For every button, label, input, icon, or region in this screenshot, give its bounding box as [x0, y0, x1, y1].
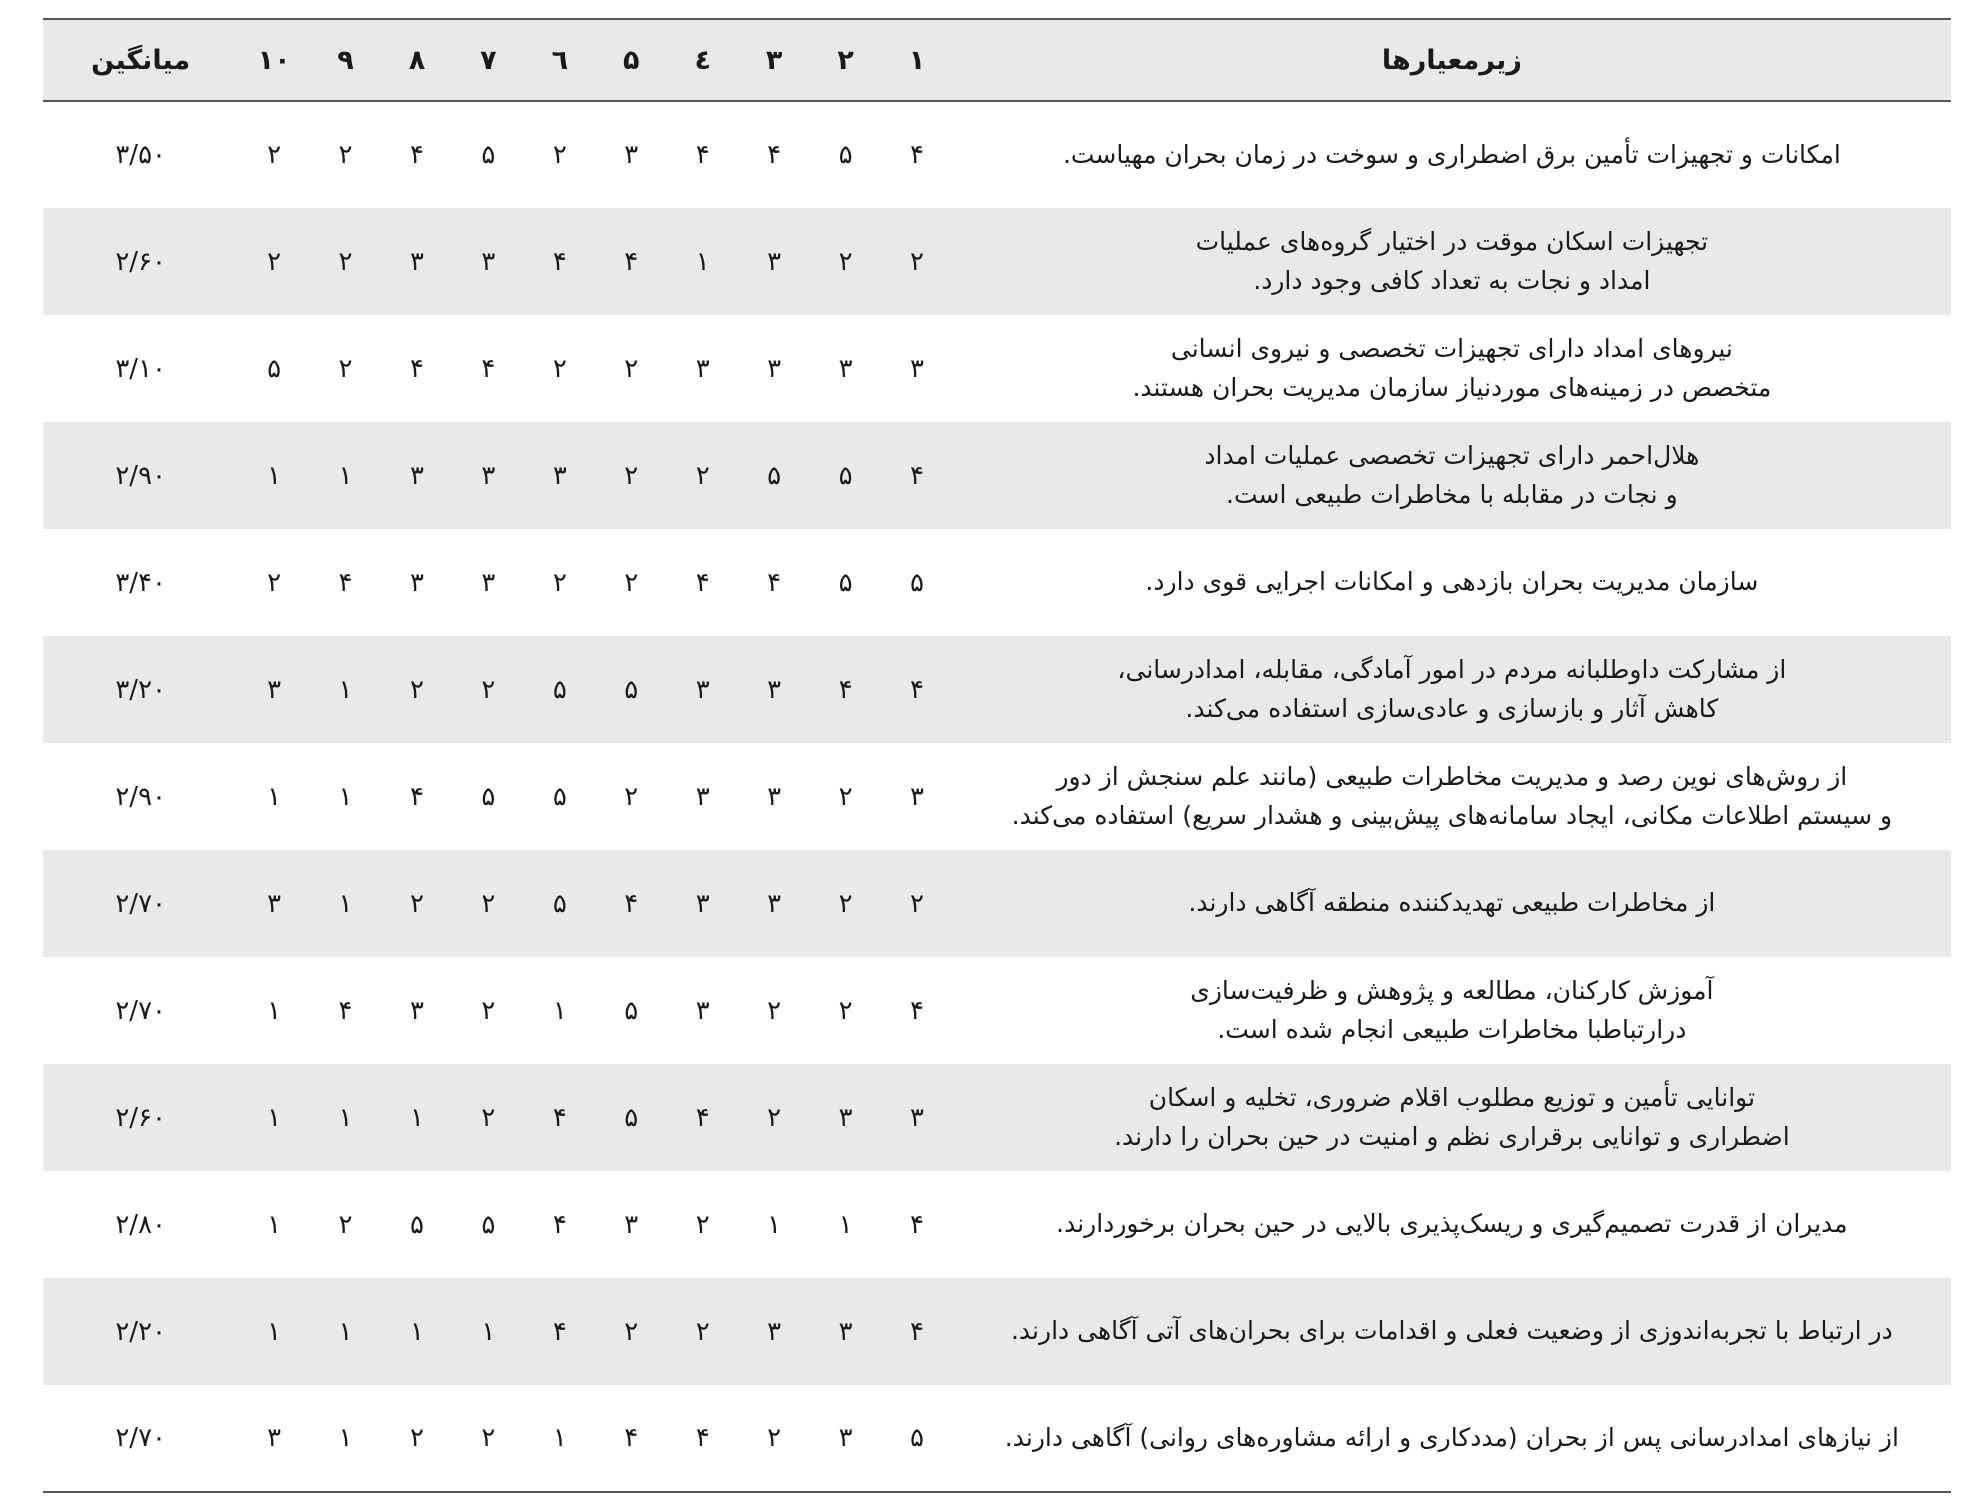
table-row [43, 529, 1951, 636]
score-cell-5: ۳ [624, 140, 639, 170]
score-cell-6: ۱ [552, 1423, 567, 1453]
score-cell-4: ۴ [695, 140, 710, 170]
criterion-cell [953, 957, 1951, 1064]
average-cell: ۲/۹۰ [115, 460, 166, 491]
criterion-cell [953, 208, 1951, 315]
score-cell-9: ۴ [338, 995, 353, 1026]
score-cell-5: ۵ [624, 1102, 639, 1133]
table-row [43, 1385, 1951, 1492]
score-cell-4: ۴ [695, 1423, 710, 1453]
criterion-text-line: از مشارکت داوطلبانه مردم در امور آمادگی، مقابله، امدادرسانی، [1117, 654, 1787, 684]
score-cell-2: ۳ [838, 353, 853, 384]
criterion-text-line: امکانات و تجهیزات تأمین برق اضطراری و سوخت در زمان بحران مهیاست. [1062, 139, 1841, 169]
average-cell: ۳/۱۰ [115, 353, 166, 384]
criterion-cell [953, 1171, 1951, 1278]
score-cell-7: ۳ [481, 567, 496, 598]
score-cell-5: ۳ [624, 1209, 639, 1240]
criterion-text-line: امداد و نجات به تعداد کافی وجود دارد. [1253, 265, 1651, 295]
score-cell-5: ۴ [624, 1423, 639, 1453]
header-average: میانگین [91, 44, 191, 76]
score-cell-2: ۴ [838, 674, 853, 705]
header-score-2: ۲ [837, 44, 854, 76]
average-cell: ۲/۷۰ [115, 995, 166, 1026]
header-score-8: ۸ [408, 44, 426, 76]
score-cell-10: ۲ [267, 140, 282, 170]
table-body [43, 101, 1951, 1492]
score-cell-9: ۲ [338, 1209, 353, 1240]
score-cell-10: ۲ [267, 567, 282, 598]
average-cell: ۲/۷۰ [115, 1423, 166, 1453]
score-cell-6: ۲ [552, 567, 567, 598]
score-cell-8: ۳ [409, 567, 424, 598]
criterion-cell [953, 1385, 1951, 1492]
average-cell: ۲/۹۰ [115, 781, 166, 812]
score-cell-8: ۱ [409, 1316, 424, 1347]
score-cell-6: ۵ [552, 888, 567, 919]
score-cell-4: ۱ [695, 246, 710, 277]
score-cell-3: ۳ [767, 781, 782, 812]
average-cell: ۲/۶۰ [115, 246, 166, 277]
score-cell-9: ۲ [338, 246, 353, 277]
score-cell-1: ۳ [910, 353, 924, 384]
score-cell-7: ۴ [481, 353, 496, 384]
score-cell-6: ۱ [552, 995, 567, 1026]
header-score-9: ۹ [337, 44, 354, 76]
criteria-table-container [43, 18, 1951, 1493]
header-score-1: ۱ [908, 44, 926, 76]
criterion-text-line: کاهش آثار و بازسازی و عادی‌سازی استفاده می‌کند. [1185, 693, 1719, 723]
score-cell-2: ۲ [838, 781, 853, 812]
score-cell-1: ۴ [910, 140, 924, 170]
score-cell-6: ۵ [552, 674, 567, 705]
score-cell-3: ۴ [767, 567, 782, 598]
criterion-cell [953, 422, 1951, 529]
criterion-text-line: توانایی تأمین و توزیع مطلوب اقلام ضروری، تخلیه و اسکان [1148, 1082, 1756, 1112]
score-cell-4: ۳ [695, 353, 710, 384]
score-cell-8: ۳ [409, 995, 424, 1026]
criterion-text-line: نیروهای امداد دارای تجهیزات تخصصی و نیروی انسانی [1170, 333, 1733, 363]
score-cell-4: ۲ [695, 1209, 710, 1240]
score-cell-3: ۵ [767, 460, 782, 491]
score-cell-7: ۲ [481, 995, 496, 1026]
score-cell-9: ۴ [338, 567, 353, 598]
score-cell-4: ۴ [695, 1102, 710, 1133]
table-row [43, 850, 1951, 957]
score-cell-7: ۳ [481, 246, 496, 277]
score-cell-3: ۴ [767, 140, 782, 170]
score-cell-5: ۲ [624, 460, 639, 491]
score-cell-5: ۵ [624, 995, 639, 1026]
score-cell-9: ۱ [338, 1102, 353, 1133]
score-cell-1: ۴ [910, 674, 924, 705]
score-cell-10: ۱ [267, 460, 282, 491]
header-score-5: ۵ [623, 44, 640, 76]
table-row [43, 101, 1951, 208]
score-cell-1: ۲ [910, 888, 924, 919]
score-cell-9: ۱ [338, 1316, 353, 1347]
score-cell-10: ۲ [267, 246, 282, 277]
score-cell-5: ۵ [624, 674, 639, 705]
criterion-text-line: آموزش کارکنان، مطالعه و پژوهش و ظرفیت‌سازی [1190, 975, 1714, 1005]
score-cell-8: ۱ [409, 1102, 424, 1133]
criteria-scores-table [43, 18, 1951, 1493]
score-cell-4: ۳ [695, 781, 710, 812]
score-cell-7: ۵ [481, 781, 496, 812]
score-cell-7: ۲ [481, 888, 496, 919]
score-cell-6: ۳ [552, 460, 567, 491]
criterion-text-line: تجهیزات اسکان موقت در اختیار گروه‌های عملیات [1195, 226, 1709, 256]
table-row [43, 208, 1951, 315]
score-cell-6: ۴ [552, 1102, 567, 1133]
criterion-cell [953, 315, 1951, 422]
score-cell-6: ۲ [552, 353, 567, 384]
score-cell-1: ۴ [910, 995, 924, 1026]
score-cell-3: ۱ [767, 1209, 782, 1240]
score-cell-5: ۲ [624, 567, 639, 598]
header-criteria: زیرمعیارها [1381, 44, 1522, 76]
score-cell-2: ۳ [838, 1423, 853, 1453]
score-cell-2: ۳ [838, 1316, 853, 1347]
score-cell-3: ۲ [767, 1102, 782, 1133]
score-cell-2: ۳ [838, 1102, 853, 1133]
header-row [43, 19, 1951, 101]
score-cell-5: ۴ [624, 888, 639, 919]
criterion-cell [953, 636, 1951, 743]
average-cell: ۲/۲۰ [115, 1316, 166, 1347]
score-cell-1: ۳ [910, 781, 924, 812]
score-cell-3: ۲ [767, 995, 782, 1026]
score-cell-1: ۳ [910, 1102, 924, 1133]
score-cell-10: ۳ [267, 1423, 282, 1453]
score-cell-5: ۲ [624, 353, 639, 384]
header-score-10: ۱۰ [257, 44, 291, 76]
table-row [43, 422, 1951, 529]
criterion-text-line: سازمان مدیریت بحران بازدهی و امکانات اجرایی قوی دارد. [1145, 567, 1759, 597]
average-cell: ۳/۵۰ [115, 140, 166, 170]
score-cell-3: ۳ [767, 674, 782, 705]
score-cell-4: ۳ [695, 674, 710, 705]
score-cell-9: ۱ [338, 460, 353, 491]
header-score-6: ٦ [551, 44, 569, 76]
score-cell-6: ۵ [552, 781, 567, 812]
score-cell-8: ۳ [409, 246, 424, 277]
score-cell-8: ۳ [409, 460, 424, 491]
score-cell-2: ۵ [838, 140, 853, 170]
score-cell-8: ۲ [409, 1423, 424, 1453]
average-cell: ۲/۸۰ [115, 1209, 166, 1240]
score-cell-4: ۳ [695, 888, 710, 919]
criterion-text-line: از نیازهای امدادرسانی پس از بحران (مددکاری و ارائه مشاوره‌های روانی) آگاهی دارند. [1004, 1422, 1899, 1452]
score-cell-8: ۲ [409, 674, 424, 705]
score-cell-8: ۴ [409, 140, 424, 170]
average-cell: ۳/۴۰ [115, 567, 166, 598]
score-cell-3: ۳ [767, 888, 782, 919]
score-cell-4: ۲ [695, 460, 710, 491]
score-cell-5: ۴ [624, 246, 639, 277]
score-cell-4: ۳ [695, 995, 710, 1026]
criterion-text-line: از روش‌های نوین رصد و مدیریت مخاطرات طبیعی (مانند علم سنجش از دور [1056, 761, 1848, 791]
criterion-text-line: متخصص در زمینه‌های موردنیاز سازمان مدیریت بحران هستند. [1132, 372, 1772, 402]
score-cell-6: ۴ [552, 246, 567, 277]
score-cell-9: ۲ [338, 140, 353, 170]
score-cell-10: ۳ [267, 888, 282, 919]
criterion-cell [953, 101, 1951, 208]
criterion-text-line: اضطراری و توانایی برقراری نظم و امنیت در حین بحران را دارند. [1114, 1121, 1790, 1151]
criterion-cell [953, 1064, 1951, 1171]
score-cell-7: ۵ [481, 1209, 496, 1240]
criterion-cell [953, 1278, 1951, 1385]
score-cell-2: ۵ [838, 567, 853, 598]
score-cell-3: ۳ [767, 1316, 782, 1347]
criterion-text-line: در ارتباط با تجربه‌اندوزی از وضعیت فعلی و اقدامات برای بحران‌های آتی آگاهی دارند. [1010, 1316, 1893, 1346]
score-cell-2: ۲ [838, 888, 853, 919]
table-row [43, 743, 1951, 850]
score-cell-9: ۱ [338, 888, 353, 919]
score-cell-5: ۲ [624, 781, 639, 812]
average-cell: ۳/۲۰ [115, 674, 166, 705]
score-cell-6: ۲ [552, 140, 567, 170]
score-cell-4: ۴ [695, 567, 710, 598]
score-cell-9: ۱ [338, 1423, 353, 1453]
criterion-text-line: و نجات در مقابله با مخاطرات طبیعی است. [1226, 479, 1678, 509]
score-cell-10: ۱ [267, 1316, 282, 1347]
criterion-text-line: مدیران از قدرت تصمیم‌گیری و ریسک‌پذیری بالایی در حین بحران برخوردارند. [1056, 1209, 1848, 1239]
score-cell-6: ۴ [552, 1209, 567, 1240]
score-cell-2: ۵ [838, 460, 853, 491]
table-row [43, 957, 1951, 1064]
score-cell-2: ۲ [838, 995, 853, 1026]
score-cell-10: ۵ [267, 353, 282, 384]
criterion-text-line: و سیستم اطلاعات مکانی، ایجاد سامانه‌های پیش‌بینی و هشدار سریع) استفاده می‌کند. [1011, 800, 1893, 830]
score-cell-9: ۲ [338, 353, 353, 384]
score-cell-2: ۲ [838, 246, 853, 277]
criterion-cell [953, 529, 1951, 636]
score-cell-3: ۲ [767, 1423, 782, 1453]
score-cell-10: ۱ [267, 995, 282, 1026]
criterion-text-line: از مخاطرات طبیعی تهدیدکننده منطقه آگاهی دارند. [1188, 888, 1716, 918]
table-row [43, 1171, 1951, 1278]
score-cell-7: ۲ [481, 1423, 496, 1453]
score-cell-4: ۲ [695, 1316, 710, 1347]
score-cell-8: ۴ [409, 353, 424, 384]
header-score-4: ٤ [694, 44, 711, 76]
score-cell-2: ۱ [838, 1209, 853, 1240]
score-cell-1: ۵ [910, 567, 924, 598]
table-row [43, 636, 1951, 743]
score-cell-8: ۵ [409, 1209, 424, 1240]
table-row [43, 1064, 1951, 1171]
score-cell-10: ۱ [267, 1102, 282, 1133]
score-cell-3: ۳ [767, 246, 782, 277]
score-cell-10: ۱ [267, 781, 282, 812]
score-cell-7: ۱ [481, 1316, 496, 1347]
score-cell-3: ۳ [767, 353, 782, 384]
table-row [43, 315, 1951, 422]
table-header [43, 19, 1951, 101]
score-cell-7: ۳ [481, 460, 496, 491]
criterion-cell [953, 743, 1951, 850]
score-cell-1: ۴ [910, 460, 924, 491]
criterion-text-line: درارتباطبا مخاطرات طبیعی انجام شده است. [1217, 1014, 1687, 1044]
score-cell-1: ۵ [910, 1423, 924, 1453]
average-cell: ۲/۷۰ [115, 888, 166, 919]
criterion-cell [953, 850, 1951, 957]
score-cell-1: ۲ [910, 246, 924, 277]
criterion-text-line: هلال‌احمر دارای تجهیزات تخصصی عملیات امداد [1204, 440, 1700, 470]
score-cell-5: ۲ [624, 1316, 639, 1347]
score-cell-8: ۲ [409, 888, 424, 919]
score-cell-7: ۲ [481, 674, 496, 705]
score-cell-9: ۱ [338, 674, 353, 705]
table-row [43, 1278, 1951, 1385]
score-cell-7: ۵ [481, 140, 496, 170]
score-cell-9: ۱ [338, 781, 353, 812]
score-cell-10: ۳ [267, 674, 282, 705]
score-cell-1: ۴ [910, 1209, 924, 1240]
average-cell: ۲/۶۰ [115, 1102, 166, 1133]
header-score-7: ۷ [480, 44, 497, 76]
score-cell-8: ۴ [409, 781, 424, 812]
score-cell-1: ۴ [910, 1316, 924, 1347]
score-cell-7: ۲ [481, 1102, 496, 1133]
score-cell-6: ۴ [552, 1316, 567, 1347]
header-score-3: ۳ [765, 44, 783, 76]
score-cell-10: ۱ [267, 1209, 282, 1240]
